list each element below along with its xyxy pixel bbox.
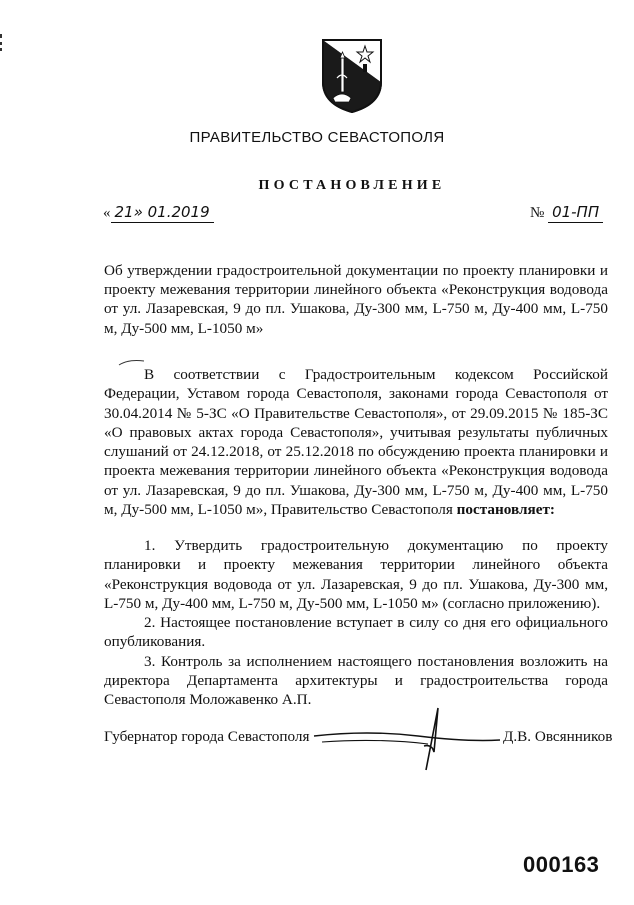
- issuing-authority: ПРАВИТЕЛЬСТВО СЕВАСТОПОЛЯ: [189, 129, 445, 146]
- signatory-name: Д.В. Овсянников: [503, 728, 613, 745]
- handwritten-signature-icon: [308, 700, 504, 776]
- preamble-text: В соответствии с Градостроительным кодексом Российской Федерации, Уставом города Севастополя, законами города Севастополя от 30.04.2014 № 5-ЗС «О Правительстве Севастополя», от 29.09.2015 № 185-ЗС «О правовых актах города Севастополя», учитывая результаты публичных слушаний от 24.12.2018, от 25.12.2018 по обсуждению проекта планировки и проекта межевания территории линейного объекта «Реконструкция водовода от ул. Лазаревская, 9 до пл. Ушакова, Ду-300 мм, L-750 м, Ду-400 мм, L-750 м, Ду-500 мм, L-1050 м», Правительство Севастополя: [104, 366, 608, 519]
- document-number: [530, 202, 603, 223]
- document-date: [103, 202, 214, 223]
- resolution-item-3: 3. Контроль за исполнением настоящего постановления возложить на директора Департамента архитектуры и градостроительства города Севастополя Моложавенко А.П.: [104, 652, 608, 709]
- document-subject: Об утверждении градостроительной документации по проекту планировки и проекту межевания территории линейного объекта «Реконструкция водовода от ул. Лазаревская, 9 до пл. Ушакова, Ду-300 мм, L-750 м, Ду-400 мм, L-750 м, Ду-500 мм, L-1050 м»: [104, 262, 608, 337]
- scan-edge-mark: [0, 34, 3, 52]
- document-type-title: ПОСТАНОВЛЕНИЕ: [258, 178, 446, 193]
- preamble-paragraph: [104, 365, 608, 519]
- pen-stroke-mark: [118, 354, 146, 364]
- number-handwritten: 01-ПП: [548, 202, 603, 223]
- date-open-quote: «: [103, 205, 111, 221]
- date-month-year: » 01.2019: [133, 203, 210, 221]
- signatory-title: Губернатор города Севастополя: [104, 728, 310, 745]
- number-label: №: [530, 205, 545, 221]
- coat-of-arms-icon: [319, 38, 385, 114]
- date-handwritten: [111, 202, 214, 223]
- serial-number: 000163: [523, 852, 600, 877]
- resolves-word: постановляет:: [456, 501, 555, 519]
- date-day: 21: [114, 203, 134, 221]
- resolution-items: [104, 536, 608, 710]
- resolution-item-1: 1. Утвердить градостроительную документацию по проекту планировки и проекту межевания территории линейного объекта «Реконструкция водовода от ул. Лазаревская, 9 до пл. Ушакова, Ду-300 мм, L-750 м, Ду-400 мм, L-750 м, Ду-500 мм, L-1050 м» (согласно приложению).: [104, 537, 608, 612]
- resolution-item-2: 2. Настоящее постановление вступает в силу со дня его официального опубликования.: [104, 614, 608, 651]
